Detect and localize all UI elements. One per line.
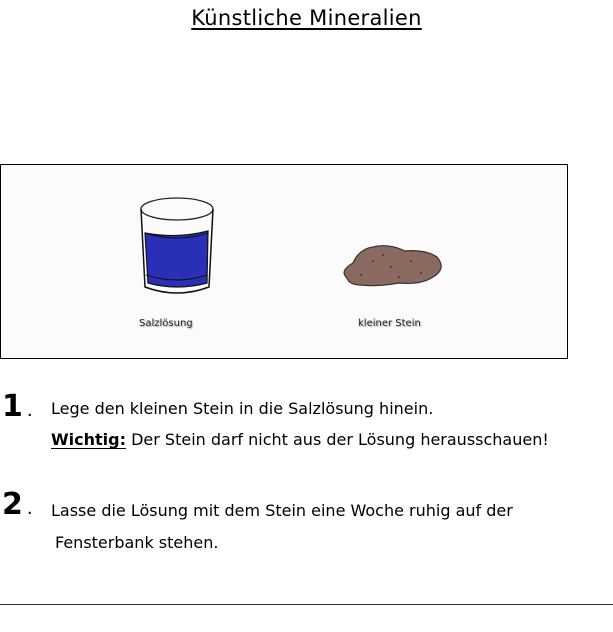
step-1-text: Lege den kleinen Stein in die Salzlösung hinein.: [51, 399, 434, 418]
caption-small-stone: kleiner Stein: [358, 318, 421, 329]
step-2-text-line-1: Lasse die Lösung mit dem Stein eine Woche ruhig auf der: [51, 501, 513, 520]
glass-icon: [141, 198, 213, 293]
step-1-dot: .: [26, 400, 33, 421]
step-2-digit: 2: [2, 487, 23, 522]
illustration-drawing: [1, 165, 567, 358]
important-label: Wichtig:: [51, 430, 126, 449]
step-2-text-line-2: Fensterbank stehen.: [55, 533, 219, 552]
caption-salt-solution: Salzlösung: [139, 318, 193, 329]
illustration-panel: [0, 164, 568, 359]
important-text: Der Stein darf nicht aus der Lösung herausschauen!: [126, 430, 549, 449]
step-1-digit: 1: [2, 389, 23, 424]
step-1-important: [51, 430, 549, 450]
step-2-number: [2, 487, 33, 524]
bottom-divider: [0, 604, 613, 605]
stone-icon: [344, 246, 441, 286]
page-title: Künstliche Mineralien: [191, 6, 422, 30]
step-1-number: [2, 389, 33, 426]
step-2-dot: .: [26, 498, 33, 519]
